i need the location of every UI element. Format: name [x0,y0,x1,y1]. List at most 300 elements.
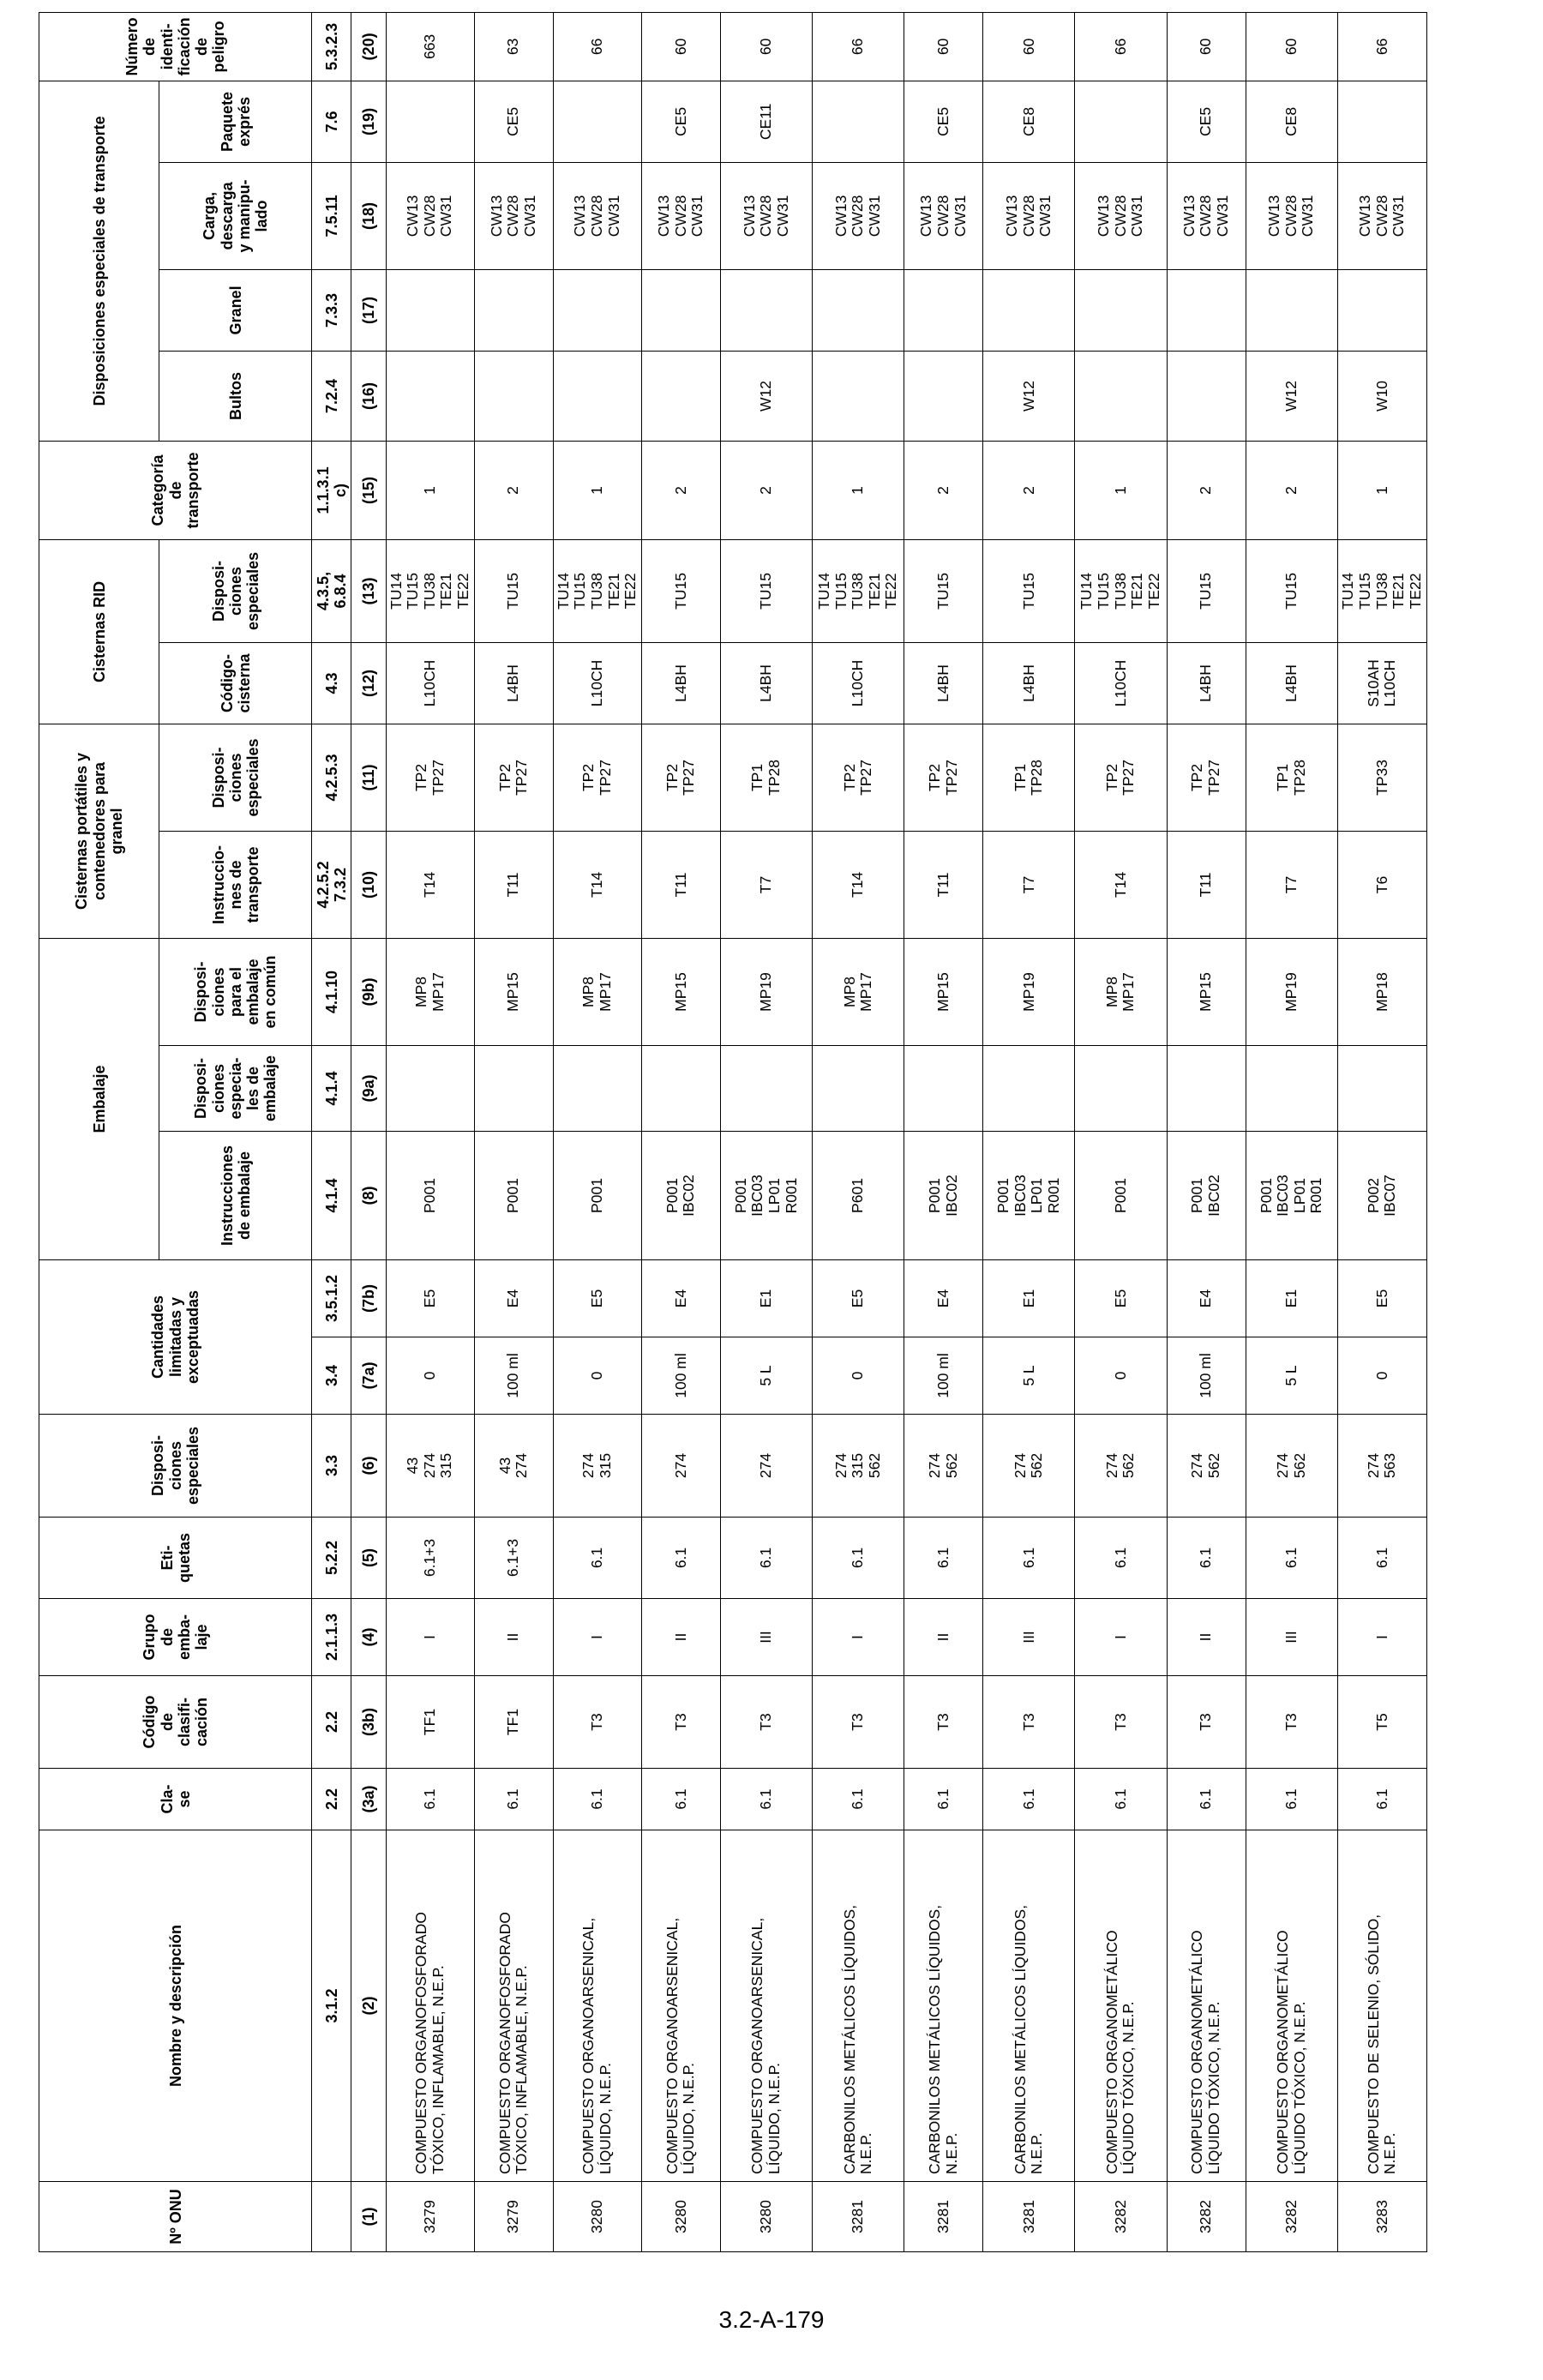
table-row [904,12,983,2251]
cell-onu-number: 3281 [983,2182,1075,2252]
cell-classification-code: T3 [983,1676,1075,1769]
cell-loading-provisions: CW13 CW28 CW31 [641,162,720,269]
cell-special-packing-provisions [386,1046,474,1132]
cell-special-provisions: 274 [720,1415,812,1518]
cell-packing-instructions: P001 [553,1132,641,1260]
cell-bulk-provisions [813,269,904,351]
cell-packing-group: I [1337,1599,1426,1676]
cell-tank-instructions: T11 [474,831,553,938]
header-bultos: Bultos [159,351,312,441]
cell-bulk-provisions [1246,269,1337,351]
table-row [474,12,553,2251]
cell-onu-number: 3283 [1337,2182,1426,2252]
cell-hazard-id-number: 60 [904,12,983,81]
cell-hazard-id-number: 60 [641,12,720,81]
cell-special-provisions: 274 315 562 [813,1415,904,1518]
cell-transport-category: 1 [553,441,641,539]
cell-loading-provisions: CW13 CW28 CW31 [386,162,474,269]
colnum-cell: (13) [351,539,386,642]
cell-packing-instructions: P001 [474,1132,553,1260]
header-codigo-cisterna: Código- cisterna [159,642,312,724]
cell-packing-group: III [720,1599,812,1676]
cell-class: 6.1 [904,1769,983,1830]
cell-packages-provisions: W10 [1337,351,1426,441]
cell-bulk-provisions [983,269,1075,351]
cell-express-parcel: CE11 [720,81,812,162]
cell-limited-qty: 0 [1075,1337,1167,1415]
rotated-table-container [39,17,1427,2252]
cell-express-parcel: CE5 [474,81,553,162]
cell-tank-instructions: T7 [983,831,1075,938]
cell-onu-number: 3279 [386,2182,474,2252]
cell-hazard-id-number: 66 [813,12,904,81]
cell-class: 6.1 [983,1769,1075,1830]
cell-packing-instructions: P001 IBC03 LP01 R001 [720,1132,812,1260]
header-numero-peligro: Número de identi- ficación de peligro [39,12,312,81]
cell-name-description: COMPUESTO ORGANOMETÁLICO LÍQUIDO TÓXICO, N.E.P. [1246,1830,1337,2182]
cell-tank-special-provisions: TP2 TP27 [386,724,474,831]
colnum-cell: (16) [351,351,386,441]
cell-hazard-id-number: 66 [1075,12,1167,81]
cell-classification-code: T3 [904,1676,983,1769]
cell-special-packing-provisions [474,1046,553,1132]
cell-special-packing-provisions [813,1046,904,1132]
cell-excepted-qty: E5 [553,1260,641,1337]
cell-limited-qty: 0 [1337,1337,1426,1415]
colnum-cell: (4) [351,1599,386,1676]
cell-classification-code: T5 [1337,1676,1426,1769]
cell-classification-code: T3 [641,1676,720,1769]
cell-rid-tank-special-provisions: TU15 [1167,539,1246,642]
cell-tank-code: L10CH [1075,642,1167,724]
cell-loading-provisions: CW13 CW28 CW31 [1246,162,1337,269]
cell-limited-qty: 5 L [983,1337,1075,1415]
cell-mixed-packing-provisions: MP8 MP17 [813,938,904,1045]
cell-limited-qty: 0 [553,1337,641,1415]
cell-hazard-id-number: 66 [553,12,641,81]
ref-cell: 4.1.10 [312,938,351,1045]
cell-labels: 6.1 [1167,1518,1246,1599]
header-cisternas-rid: Cisternas RID [39,539,159,724]
cell-packages-provisions [1167,351,1246,441]
cell-express-parcel: CE5 [1167,81,1246,162]
cell-transport-category: 1 [1075,441,1167,539]
cell-rid-tank-special-provisions: TU14 TU15 TU38 TE21 TE22 [813,539,904,642]
header-paquete: Paquete exprés [159,81,312,162]
cell-classification-code: T3 [720,1676,812,1769]
cell-tank-special-provisions: TP2 TP27 [1075,724,1167,831]
cell-labels: 6.1 [641,1518,720,1599]
column-number-row [351,12,386,2251]
cell-loading-provisions: CW13 CW28 CW31 [553,162,641,269]
cell-labels: 6.1 [720,1518,812,1599]
header-granel: Granel [159,269,312,351]
table-row [1167,12,1246,2251]
cell-packing-instructions: P002 IBC07 [1337,1132,1426,1260]
colnum-cell: (9b) [351,938,386,1045]
cell-excepted-qty: E5 [1075,1260,1167,1337]
cell-mixed-packing-provisions: MP15 [641,938,720,1045]
cell-bulk-provisions [1075,269,1167,351]
table-row [720,12,812,2251]
cell-mixed-packing-provisions: MP18 [1337,938,1426,1045]
colnum-cell: (1) [351,2182,386,2252]
colnum-cell: (18) [351,162,386,269]
cell-packing-instructions: P001 IBC03 LP01 R001 [983,1132,1075,1260]
cell-express-parcel: CE8 [983,81,1075,162]
cell-bulk-provisions [1167,269,1246,351]
cell-packing-group: I [553,1599,641,1676]
cell-class: 6.1 [553,1769,641,1830]
cell-excepted-qty: E1 [983,1260,1075,1337]
cell-bulk-provisions [720,269,812,351]
cell-onu-number: 3282 [1075,2182,1167,2252]
cell-mixed-packing-provisions: MP15 [1167,938,1246,1045]
cell-loading-provisions: CW13 CW28 CW31 [1167,162,1246,269]
cell-tank-code: L4BH [720,642,812,724]
cell-rid-tank-special-provisions: TU15 [1246,539,1337,642]
cell-packages-provisions [641,351,720,441]
cell-bulk-provisions [1337,269,1426,351]
cell-loading-provisions: CW13 CW28 CW31 [474,162,553,269]
header-clase: Cla- se [39,1769,312,1830]
cell-hazard-id-number: 63 [474,12,553,81]
cell-bulk-provisions [553,269,641,351]
cell-rid-tank-special-provisions: TU14 TU15 TU38 TE21 TE22 [386,539,474,642]
header-disp-comun: Disposi- ciones para el embalaje en común [159,938,312,1045]
cell-transport-category: 1 [813,441,904,539]
dangerous-goods-table [39,12,1427,2252]
cell-tank-instructions: T14 [553,831,641,938]
cell-bulk-provisions [386,269,474,351]
cell-express-parcel: CE5 [904,81,983,162]
cell-transport-category: 2 [904,441,983,539]
table-row [641,12,720,2251]
cell-class: 6.1 [641,1769,720,1830]
cell-special-provisions: 274 562 [1167,1415,1246,1518]
ref-cell: 1.1.3.1 c) [312,441,351,539]
cell-special-packing-provisions [904,1046,983,1132]
cell-loading-provisions: CW13 CW28 CW31 [813,162,904,269]
cell-packages-provisions [474,351,553,441]
cell-packages-provisions: W12 [1246,351,1337,441]
cell-onu-number: 3282 [1246,2182,1337,2252]
cell-express-parcel: CE8 [1246,81,1337,162]
cell-tank-special-provisions: TP2 TP27 [904,724,983,831]
cell-tank-code: L4BH [904,642,983,724]
ref-cell: 2.2 [312,1676,351,1769]
cell-mixed-packing-provisions: MP8 MP17 [1075,938,1167,1045]
cell-limited-qty: 100 ml [1167,1337,1246,1415]
cell-tank-instructions: T14 [386,831,474,938]
cell-special-packing-provisions [1167,1046,1246,1132]
ref-cell: 4.3.5, 6.8.4 [312,539,351,642]
cell-name-description: COMPUESTO ORGANOARSENICAL, LÍQUIDO, N.E.P. [641,1830,720,2182]
cell-packing-group: I [813,1599,904,1676]
cell-packing-group: I [386,1599,474,1676]
cell-express-parcel [1075,81,1167,162]
ref-cell: 2.1.1.3 [312,1599,351,1676]
cell-mixed-packing-provisions: MP15 [474,938,553,1045]
cell-special-packing-provisions [1246,1046,1337,1132]
cell-packages-provisions [1075,351,1167,441]
cell-rid-tank-special-provisions: TU15 [474,539,553,642]
colnum-cell: (5) [351,1518,386,1599]
header-cisternas-portatiles: Cisternas portátiles y contenedores para granel [39,724,159,938]
cell-onu-number: 3281 [813,2182,904,2252]
cell-class: 6.1 [813,1769,904,1830]
cell-rid-tank-special-provisions: TU14 TU15 TU38 TE21 TE22 [1075,539,1167,642]
table-row [386,12,474,2251]
cell-packing-group: I [1075,1599,1167,1676]
cell-packing-instructions: P001 [1075,1132,1167,1260]
cell-express-parcel [386,81,474,162]
cell-name-description: COMPUESTO ORGANOFOSFORADO TÓXICO, INFLAMABLE, N.E.P. [474,1830,553,2182]
cell-hazard-id-number: 60 [1167,12,1246,81]
colnum-cell: (9a) [351,1046,386,1132]
cell-tank-instructions: T7 [720,831,812,938]
cell-onu-number: 3280 [553,2182,641,2252]
header-categoria: Categoría de transporte [39,441,312,539]
cell-special-provisions: 274 315 [553,1415,641,1518]
cell-special-packing-provisions [983,1046,1075,1132]
cell-express-parcel [813,81,904,162]
table-row [983,12,1075,2251]
cell-tank-special-provisions: TP2 TP27 [553,724,641,831]
cell-class: 6.1 [1246,1769,1337,1830]
colnum-cell: (8) [351,1132,386,1260]
cell-loading-provisions: CW13 CW28 CW31 [983,162,1075,269]
cell-packages-provisions: W12 [983,351,1075,441]
cell-transport-category: 2 [1246,441,1337,539]
cell-loading-provisions: CW13 CW28 CW31 [904,162,983,269]
header-codigo: Código de clasifi- cación [39,1676,312,1769]
cell-excepted-qty: E5 [1337,1260,1426,1337]
header-grupo: Grupo de emba- laje [39,1599,312,1676]
cell-excepted-qty: E1 [1246,1260,1337,1337]
cell-tank-instructions: T11 [904,831,983,938]
table-row [813,12,904,2251]
cell-onu-number: 3282 [1167,2182,1246,2252]
cell-labels: 6.1 [983,1518,1075,1599]
cell-onu-number: 3279 [474,2182,553,2252]
cell-express-parcel [553,81,641,162]
cell-classification-code: T3 [813,1676,904,1769]
cell-rid-tank-special-provisions: TU15 [641,539,720,642]
cell-tank-instructions: T11 [1167,831,1246,938]
cell-tank-special-provisions: TP1 TP28 [983,724,1075,831]
cell-transport-category: 1 [386,441,474,539]
cell-labels: 6.1+3 [474,1518,553,1599]
table-body [386,12,1427,2251]
cell-classification-code: T3 [553,1676,641,1769]
ref-cell: 3.5.1.2 [312,1260,351,1337]
colnum-cell: (20) [351,12,386,81]
cell-tank-code: L4BH [1246,642,1337,724]
header-instr-transporte: Instruccio- nes de transporte [159,831,312,938]
cell-limited-qty: 5 L [720,1337,812,1415]
cell-transport-category: 1 [1337,441,1426,539]
cell-limited-qty: 100 ml [474,1337,553,1415]
cell-labels: 6.1 [904,1518,983,1599]
cell-mixed-packing-provisions: MP19 [720,938,812,1045]
cell-name-description: CARBONILOS METÁLICOS LÍQUIDOS, N.E.P. [813,1830,904,2182]
cell-tank-code: S10AH L10CH [1337,642,1426,724]
cell-packing-instructions: P001 [386,1132,474,1260]
cell-special-packing-provisions [720,1046,812,1132]
ref-cell: 7.6 [312,81,351,162]
header-row-groups [39,12,159,2251]
ref-cell: 4.2.5.3 [312,724,351,831]
colnum-cell: (6) [351,1415,386,1518]
cell-name-description: COMPUESTO ORGANOARSENICAL, LÍQUIDO, N.E.P. [720,1830,812,2182]
cell-mixed-packing-provisions: MP8 MP17 [553,938,641,1045]
cell-packing-instructions: P001 IBC03 LP01 R001 [1246,1132,1337,1260]
cell-mixed-packing-provisions: MP19 [983,938,1075,1045]
cell-tank-special-provisions: TP1 TP28 [1246,724,1337,831]
ref-cell: 4.3 [312,642,351,724]
cell-transport-category: 2 [641,441,720,539]
cell-tank-special-provisions: TP2 TP27 [641,724,720,831]
cell-hazard-id-number: 663 [386,12,474,81]
cell-bulk-provisions [641,269,720,351]
colnum-cell: (12) [351,642,386,724]
cell-tank-code: L10CH [813,642,904,724]
colnum-cell: (3b) [351,1676,386,1769]
cell-packing-group: II [641,1599,720,1676]
cell-transport-category: 2 [474,441,553,539]
cell-tank-special-provisions: TP2 TP27 [474,724,553,831]
cell-express-parcel [1337,81,1426,162]
cell-loading-provisions: CW13 CW28 CW31 [1337,162,1426,269]
cell-packing-group: II [904,1599,983,1676]
cell-bulk-provisions [474,269,553,351]
colnum-cell: (11) [351,724,386,831]
cell-packing-instructions: P601 [813,1132,904,1260]
cell-excepted-qty: E4 [474,1260,553,1337]
cell-name-description: COMPUESTO ORGANOARSENICAL, LÍQUIDO, N.E.P. [553,1830,641,2182]
cell-tank-code: L4BH [474,642,553,724]
cell-special-packing-provisions [1075,1046,1167,1132]
cell-excepted-qty: E4 [904,1260,983,1337]
cell-packages-provisions [553,351,641,441]
ref-cell: 4.2.5.2 7.3.2 [312,831,351,938]
ref-cell: 5.3.2.3 [312,12,351,81]
cell-excepted-qty: E4 [641,1260,720,1337]
cell-packing-group: III [983,1599,1075,1676]
cell-tank-code: L4BH [641,642,720,724]
page-number: 3.2-A-179 [718,2306,825,2333]
cell-transport-category: 2 [1167,441,1246,539]
cell-special-provisions: 274 562 [1075,1415,1167,1518]
cell-hazard-id-number: 66 [1337,12,1426,81]
header-onu: Nº ONU [39,2182,312,2252]
cell-name-description: COMPUESTO DE SELENIO, SÓLIDO, N.E.P. [1337,1830,1426,2182]
cell-mixed-packing-provisions: MP8 MP17 [386,938,474,1045]
cell-transport-category: 2 [983,441,1075,539]
cell-packages-provisions [386,351,474,441]
cell-packing-instructions: P001 IBC02 [1167,1132,1246,1260]
cell-class: 6.1 [386,1769,474,1830]
cell-packing-instructions: P001 IBC02 [641,1132,720,1260]
cell-tank-instructions: T6 [1337,831,1426,938]
cell-excepted-qty: E5 [813,1260,904,1337]
cell-loading-provisions: CW13 CW28 CW31 [1075,162,1167,269]
cell-labels: 6.1 [1246,1518,1337,1599]
cell-special-provisions: 43 274 315 [386,1415,474,1518]
cell-class: 6.1 [720,1769,812,1830]
cell-limited-qty: 0 [813,1337,904,1415]
cell-classification-code: T3 [1167,1676,1246,1769]
cell-excepted-qty: E4 [1167,1260,1246,1337]
cell-classification-code: TF1 [474,1676,553,1769]
cell-packages-provisions: W12 [720,351,812,441]
cell-packing-group: II [474,1599,553,1676]
table-row [1337,12,1426,2251]
cell-limited-qty: 100 ml [641,1337,720,1415]
header-etiquetas: Eti- quetas [39,1518,312,1599]
ref-cell: 2.2 [312,1769,351,1830]
cell-tank-instructions: T14 [1075,831,1167,938]
header-disp-rid: Disposi- ciones especiales [159,539,312,642]
header-instr-embalaje: Instrucciones de embalaje [159,1132,312,1260]
header-cantidades: Cantidades limitadas y exceptuadas [39,1260,312,1415]
cell-special-provisions: 274 [641,1415,720,1518]
header-disp-embalaje: Disposi- ciones especia- les de embalaje [159,1046,312,1132]
cell-packages-provisions [904,351,983,441]
cell-tank-code: L10CH [386,642,474,724]
table-row [553,12,641,2251]
cell-class: 6.1 [1337,1769,1426,1830]
cell-tank-code: L10CH [553,642,641,724]
cell-special-provisions: 274 562 [983,1415,1075,1518]
cell-labels: 6.1 [1337,1518,1426,1599]
cell-packing-group: III [1246,1599,1337,1676]
cell-classification-code: TF1 [386,1676,474,1769]
cell-special-provisions: 274 563 [1337,1415,1426,1518]
ref-cell: 3.1.2 [312,1830,351,2182]
cell-tank-special-provisions: TP1 TP28 [720,724,812,831]
cell-class: 6.1 [474,1769,553,1830]
colnum-cell: (2) [351,1830,386,2182]
cell-packing-group: II [1167,1599,1246,1676]
cell-special-provisions: 43 274 [474,1415,553,1518]
reference-row [312,12,351,2251]
cell-packages-provisions [813,351,904,441]
cell-class: 6.1 [1075,1769,1167,1830]
colnum-cell: (10) [351,831,386,938]
cell-special-packing-provisions [553,1046,641,1132]
ref-cell: 7.5.11 [312,162,351,269]
cell-tank-instructions: T11 [641,831,720,938]
header-disp-transporte: Disposiciones especiales de transporte [39,81,159,441]
cell-name-description: COMPUESTO ORGANOMETÁLICO LÍQUIDO TÓXICO, N.E.P. [1075,1830,1167,2182]
cell-transport-category: 2 [720,441,812,539]
header-carga: Carga, descarga y manipu- lado [159,162,312,269]
cell-name-description: CARBONILOS METÁLICOS LÍQUIDOS, N.E.P. [983,1830,1075,2182]
colnum-cell: (3a) [351,1769,386,1830]
ref-cell: 4.1.4 [312,1046,351,1132]
colnum-cell: (17) [351,269,386,351]
cell-loading-provisions: CW13 CW28 CW31 [720,162,812,269]
cell-rid-tank-special-provisions: TU14 TU15 TU38 TE21 TE22 [1337,539,1426,642]
ref-cell: 3.3 [312,1415,351,1518]
cell-name-description: COMPUESTO ORGANOFOSFORADO TÓXICO, INFLAMABLE, N.E.P. [386,1830,474,2182]
cell-rid-tank-special-provisions: TU14 TU15 TU38 TE21 TE22 [553,539,641,642]
cell-packing-instructions: P001 IBC02 [904,1132,983,1260]
cell-tank-instructions: T7 [1246,831,1337,938]
ref-cell: 7.2.4 [312,351,351,441]
